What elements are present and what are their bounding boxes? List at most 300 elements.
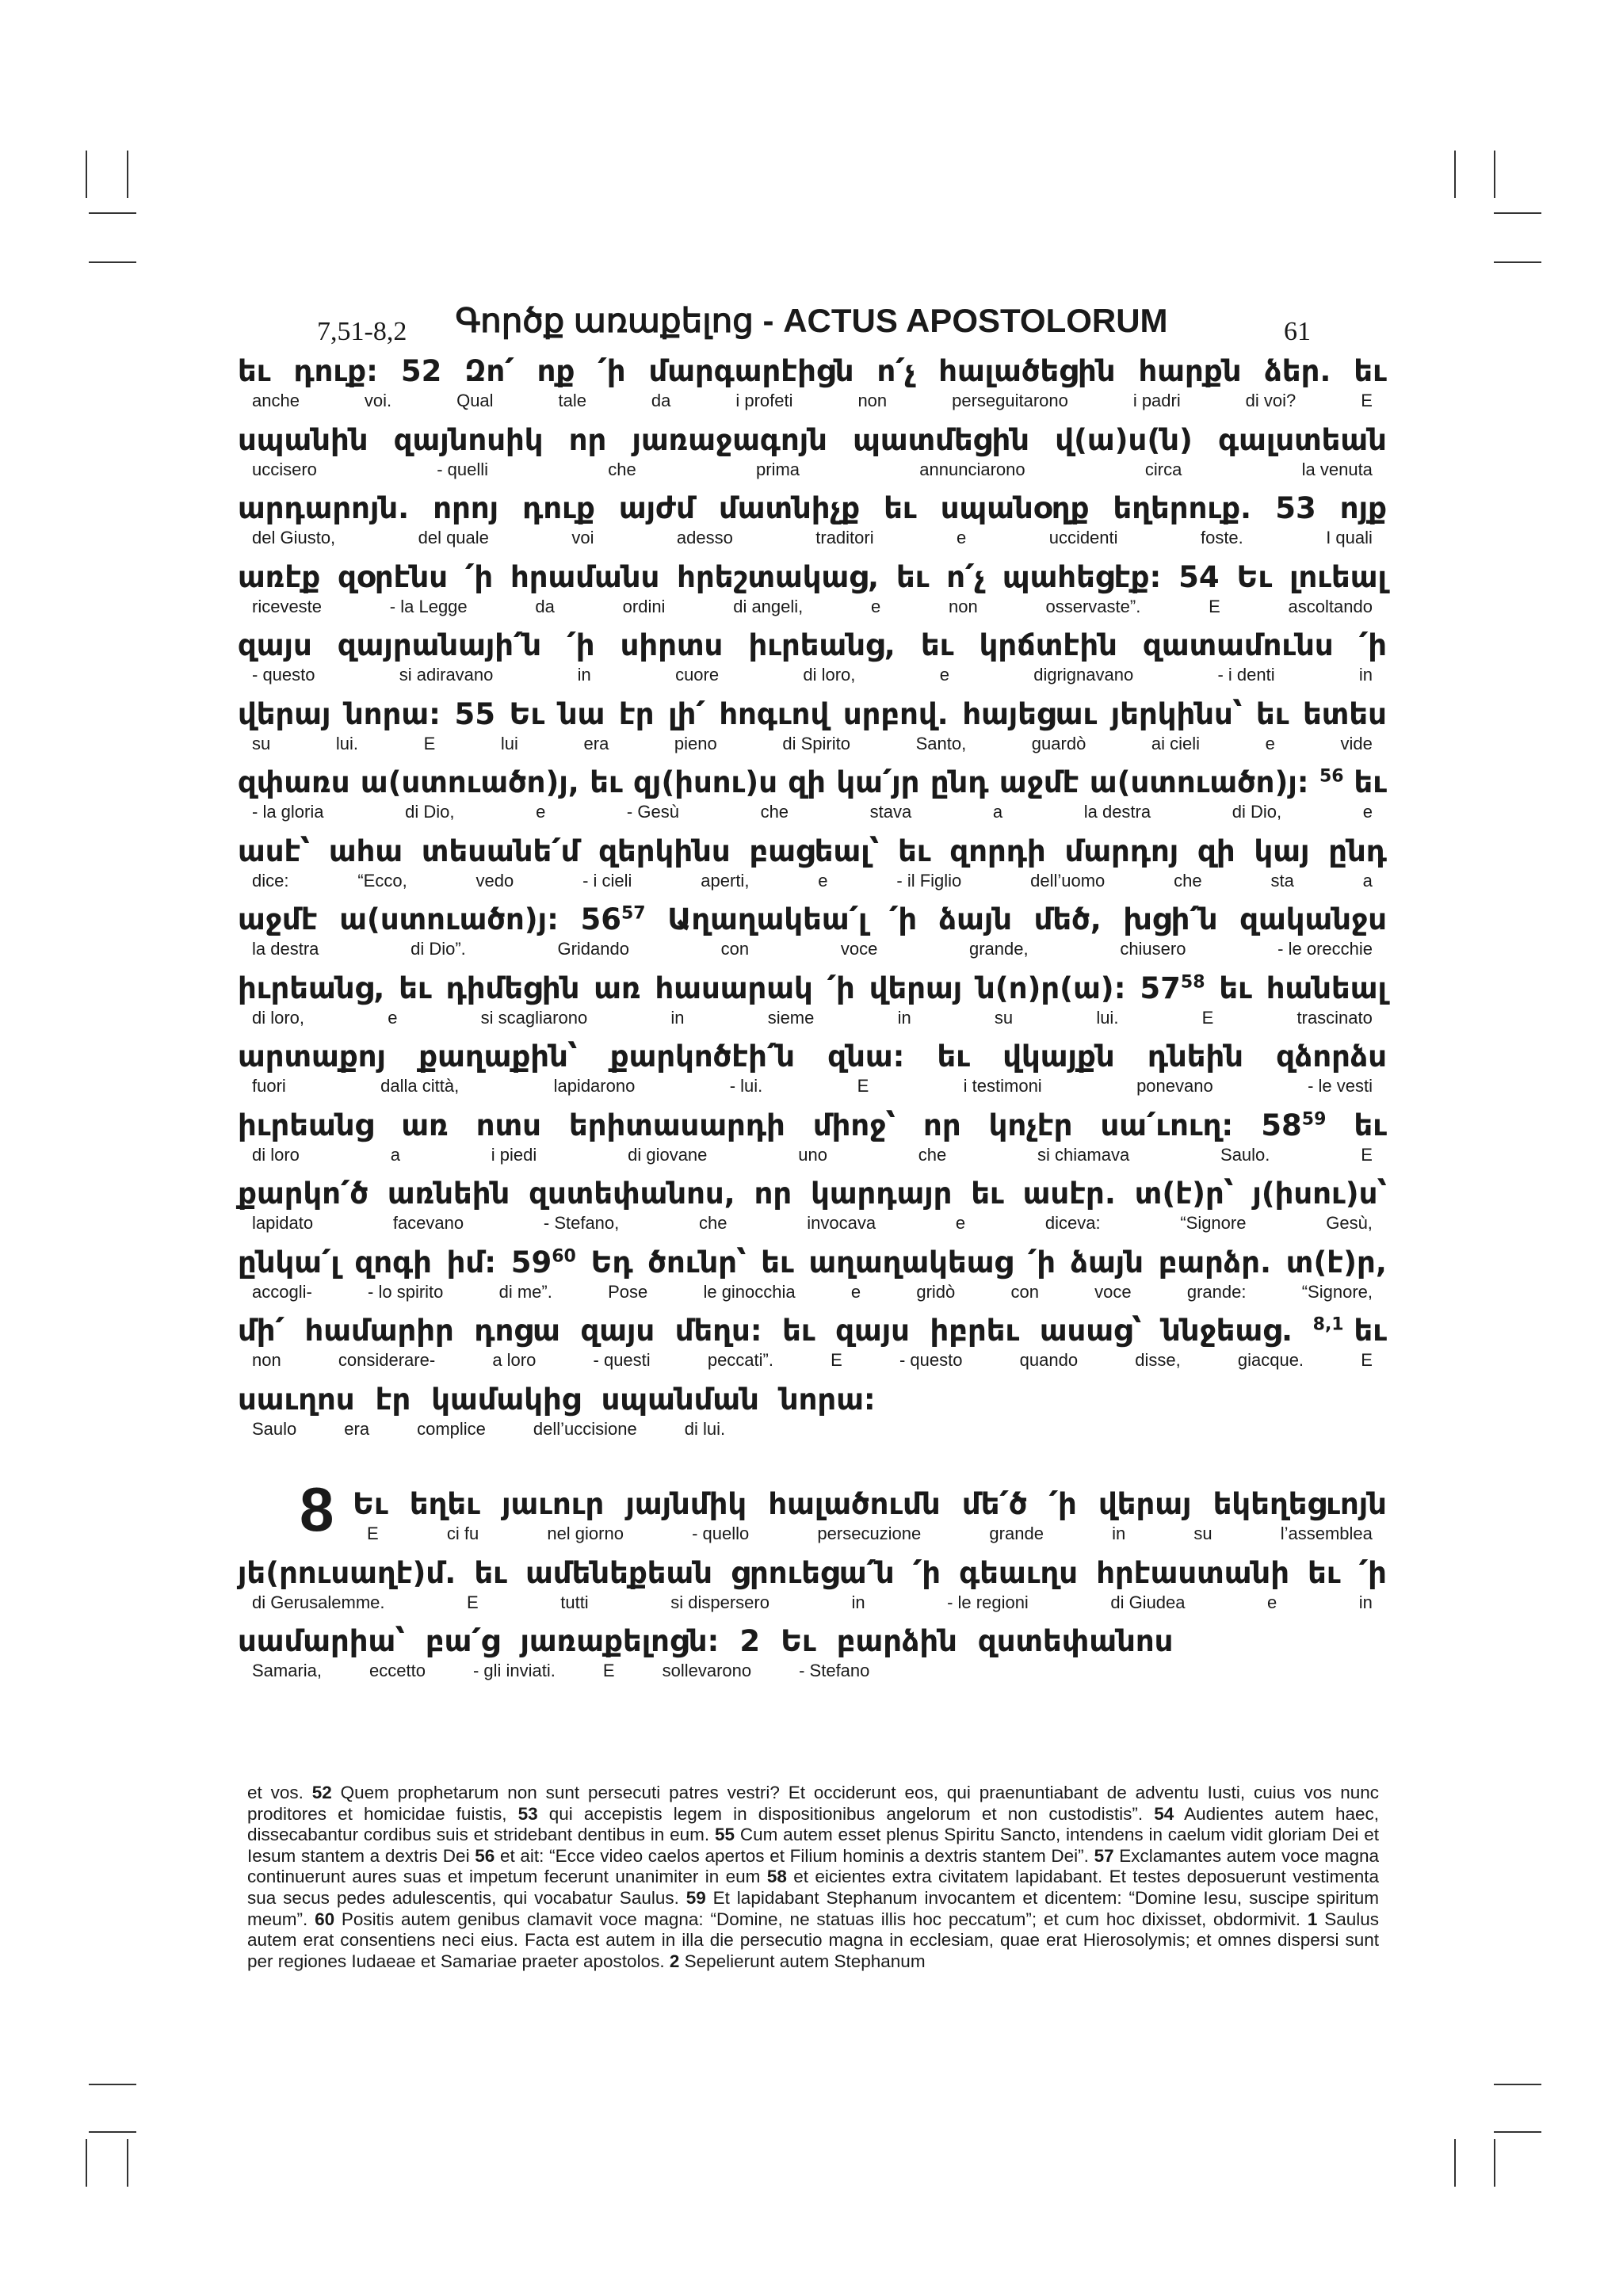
interlinear-line (238, 421, 1387, 490)
armenian-word: յերկինս՝ (1110, 696, 1243, 731)
italian-gloss: digrignavano (1033, 665, 1134, 685)
italian-gloss-line (238, 871, 1387, 891)
armenian-line (238, 627, 1387, 665)
italian-gloss: e (818, 870, 828, 891)
armenian-word: իւրեանց (238, 1108, 374, 1142)
latin-text: Sepelierunt autem Stephanum (679, 1951, 926, 1971)
italian-gloss: i testimoni (963, 1076, 1042, 1096)
armenian-word: աջմէ (999, 765, 1079, 799)
verse-number: 52 (311, 1783, 332, 1802)
armenian-word: զականջս (1239, 902, 1387, 936)
italian-gloss: quando (1019, 1350, 1079, 1370)
italian-gloss: di loro, (252, 1007, 305, 1028)
italian-gloss: e (536, 802, 546, 822)
italian-gloss: - quelli (437, 459, 488, 479)
italian-gloss: - la gloria (252, 802, 324, 822)
armenian-word: աջմէ (238, 902, 318, 936)
armenian-word: ո՛չ (876, 354, 916, 388)
armenian-word: Զո՛ (464, 354, 514, 388)
latin-text: et ait: “Ecce video caelos apertos et Filium hominis a dextris stantem Dei”. (495, 1845, 1094, 1866)
armenian-word: սպանօղք (940, 491, 1090, 525)
armenian-word: միոջ՝ (812, 1108, 896, 1142)
armenian-word: հոգւով (719, 696, 830, 731)
armenian-word: ասէ՝ (238, 833, 311, 868)
italian-gloss: disse, (1135, 1350, 1181, 1370)
italian-gloss-line (238, 802, 1387, 822)
interlinear-line (238, 970, 1387, 1039)
armenian-word: յե(րուսաղէ)մ. (238, 1555, 456, 1590)
armenian-word: հրէաստանի (1096, 1555, 1289, 1590)
italian-gloss: la venuta (1301, 459, 1373, 479)
armenian-word: տ(է)ր, (1285, 1245, 1387, 1280)
verse-number: 54 (1154, 1803, 1174, 1824)
armenian-word: ընկա՛լ (238, 1245, 340, 1280)
interlinear-text (238, 353, 1387, 1449)
page-number: 61 (1284, 317, 1311, 346)
italian-gloss: uccidenti (1048, 528, 1118, 547)
interlinear-line (238, 1381, 1387, 1450)
interlinear-line (238, 490, 1387, 559)
italian-gloss: di angeli, (733, 596, 804, 616)
italian-gloss: Gridando (557, 939, 629, 959)
armenian-word: հայեցաւ (962, 696, 1098, 731)
italian-gloss-line (238, 1145, 1387, 1165)
italian-gloss: che (760, 802, 789, 822)
italian-gloss: non (252, 1350, 281, 1370)
armenian-word: հալածումն (768, 1487, 941, 1521)
italian-gloss: del Giusto, (252, 528, 336, 547)
italian-gloss: grande: (1186, 1281, 1247, 1302)
italian-gloss: foste. (1200, 528, 1243, 547)
armenian-line (353, 1486, 1387, 1524)
italian-gloss: pieno (674, 733, 717, 753)
armenian-word: կրճտէին (979, 628, 1117, 662)
armenian-word: յայնմիկ (625, 1487, 747, 1521)
armenian-word: վերայ (1098, 1487, 1192, 1521)
armenian-word: պատմեցին (853, 422, 1030, 457)
armenian-word: արտաքոյ (238, 1039, 386, 1074)
armenian-word: ոյք (1339, 491, 1387, 525)
italian-gloss: invocava (807, 1213, 876, 1233)
italian-gloss: voi. (364, 391, 392, 410)
armenian-word: զայրանայի՛ն (337, 628, 542, 662)
armenian-word: տ(է)ր՝ (1134, 1177, 1234, 1211)
armenian-line (238, 1175, 1387, 1213)
italian-gloss: - lo spirito (368, 1281, 444, 1302)
armenian-word: ՛ի (1358, 1555, 1387, 1590)
armenian-word: մի՛ (238, 1314, 285, 1348)
armenian-word: ետես (1303, 696, 1387, 731)
verse-number: 2 (669, 1951, 680, 1971)
italian-gloss-line (238, 1008, 1387, 1028)
armenian-word: որ (568, 422, 607, 457)
italian-gloss: che (1174, 870, 1202, 891)
armenian-word: Եւ (1236, 559, 1273, 594)
armenian-word: ամենեքեան (525, 1555, 713, 1590)
crop-mark (86, 2139, 87, 2187)
verse-superscript: 57 (621, 903, 646, 924)
verse-number-group (1313, 1312, 1387, 1350)
armenian-word: երիտասարդի (568, 1108, 785, 1142)
armenian-word: իւրեանց, (748, 628, 896, 662)
armenian-word: զի (1197, 833, 1235, 868)
italian-gloss: in (1358, 1592, 1373, 1612)
italian-gloss: i profeti (735, 391, 793, 410)
armenian-word: եւ (1343, 765, 1387, 799)
crop-mark (1454, 2139, 1456, 2187)
armenian-word: եղեւ (409, 1487, 480, 1521)
armenian-word: ննջեաց. (1162, 1314, 1293, 1348)
italian-gloss: sta (1270, 870, 1294, 891)
italian-gloss: E (423, 733, 436, 753)
armenian-line (238, 421, 1387, 460)
italian-gloss: accogli- (252, 1281, 312, 1302)
italian-gloss: dell’uomo (1030, 870, 1106, 891)
verse-number-group (1140, 970, 1205, 1008)
armenian-line (238, 490, 1387, 528)
italian-gloss: Gesù, (1326, 1213, 1373, 1233)
armenian-word: յառաջագոյն (632, 422, 827, 457)
armenian-word: մատնիչք (718, 491, 861, 525)
italian-gloss: si adiravano (399, 665, 494, 685)
italian-gloss: lui. (335, 733, 358, 753)
armenian-word: խցի՛ն (1123, 902, 1218, 936)
latin-text: Exclamantes autem voce magna continuerunt aures suas et impetum fecerunt unanimiter in eum (247, 1845, 1379, 1887)
italian-gloss: - le regioni (947, 1592, 1029, 1612)
italian-gloss: a (390, 1144, 400, 1165)
armenian-word: ահա (328, 833, 403, 868)
interlinear-line (238, 901, 1387, 970)
italian-gloss: diceva: (1044, 1213, 1101, 1233)
armenian-word: զի (788, 765, 826, 799)
interlinear-line (238, 1175, 1387, 1244)
latin-text: et eicientes extra civitatem lapidabant. Et testes deposuerunt vestimenta sua secus pedes adulescentis, qui vocabatur Saulus. (247, 1867, 1379, 1908)
armenian-word: որ (923, 1108, 961, 1142)
italian-gloss: adesso (676, 528, 733, 547)
armenian-word: ասաց՝ (1039, 1314, 1142, 1348)
italian-gloss: in (1112, 1524, 1126, 1543)
italian-gloss: lui. (1096, 1007, 1119, 1028)
crop-mark (1494, 151, 1495, 198)
italian-gloss: i padri (1132, 391, 1181, 410)
armenian-word: զփառս (238, 765, 350, 799)
armenian-word: կամակից (431, 1382, 581, 1417)
armenian-word: սամարիա՝ (238, 1624, 405, 1658)
armenian-line (238, 1244, 1387, 1282)
armenian-word: մեղս: (674, 1314, 762, 1348)
verse-superscript: 8,1 (1312, 1314, 1344, 1335)
armenian-word: կայ (1254, 833, 1310, 868)
italian-gloss-line (238, 1419, 1387, 1440)
italian-gloss: che (918, 1144, 947, 1165)
armenian-word: այժմ (618, 491, 695, 525)
italian-gloss: - Stefano (799, 1661, 870, 1680)
italian-gloss: e (955, 1213, 966, 1233)
armenian-word: մարգարէիցն (648, 354, 854, 388)
italian-gloss: - gli inviati. (472, 1661, 556, 1680)
italian-gloss: si chiamava (1037, 1144, 1130, 1165)
italian-gloss: E (467, 1592, 479, 1612)
italian-gloss: persecuzione (817, 1524, 922, 1543)
armenian-word: զերկինս (598, 833, 731, 868)
armenian-word: ՛ի (1027, 1245, 1056, 1280)
armenian-word: հրամանս (510, 559, 660, 594)
armenian-word: մեծ, (1033, 902, 1102, 936)
armenian-word: զոգի (354, 1245, 432, 1280)
armenian-word: սա՛ւուղ: (1100, 1108, 1234, 1142)
italian-gloss: e (871, 596, 881, 616)
chapter-number: 8 (300, 1474, 334, 1544)
armenian-word: ոք (537, 354, 575, 388)
italian-gloss: Saulo. (1220, 1144, 1270, 1165)
italian-gloss: “Ecco, (357, 870, 407, 891)
italian-gloss: in (897, 1007, 911, 1028)
italian-gloss: in (1358, 665, 1373, 685)
italian-gloss: su (994, 1007, 1014, 1028)
italian-gloss: del quale (418, 528, 489, 547)
italian-gloss: la destra (252, 939, 319, 959)
verse-number: 56 (475, 1845, 495, 1866)
italian-gloss: uno (798, 1144, 827, 1165)
armenian-word: դոցա (474, 1314, 560, 1348)
armenian-line (238, 696, 1387, 734)
italian-gloss: ascoltando (1288, 596, 1373, 616)
interlinear-line (238, 559, 1387, 627)
armenian-word: եղերուք. (1113, 491, 1252, 525)
italian-gloss: con (720, 939, 750, 959)
italian-gloss: e (1267, 1592, 1277, 1612)
armenian-word: բացեալ՝ (749, 833, 880, 868)
armenian-word: ընդ (930, 765, 989, 799)
armenian-word: հանեալ (1266, 971, 1387, 1005)
armenian-word: սպանին (238, 422, 369, 457)
armenian-word: զայնոսիկ (393, 422, 544, 457)
armenian-word: եւ (782, 1314, 815, 1348)
italian-gloss: era (344, 1418, 370, 1439)
armenian-word: դուք (522, 491, 595, 525)
armenian-word: եւ (920, 628, 954, 662)
italian-gloss: perseguitarono (952, 391, 1068, 410)
italian-gloss: dell’uccisione (533, 1418, 637, 1439)
armenian-line (238, 833, 1387, 871)
armenian-word: ցրուեցա՛ն (731, 1555, 895, 1590)
armenian-word: եւ (1343, 1314, 1387, 1348)
italian-gloss: - la Legge (389, 596, 468, 616)
italian-gloss-line (353, 1524, 1387, 1544)
armenian-word: եւ (1354, 354, 1387, 388)
armenian-line (238, 970, 1387, 1008)
verse-number: 58 (766, 1867, 787, 1887)
verse-number-group (511, 1244, 576, 1282)
armenian-word: վերայ (238, 696, 331, 731)
crop-mark (89, 2084, 136, 2085)
armenian-word: եւ (399, 971, 432, 1005)
armenian-word: եւ (1256, 696, 1289, 731)
crop-mark (89, 212, 136, 214)
italian-gloss: E (1209, 596, 1220, 616)
italian-gloss: e (388, 1007, 398, 1028)
italian-gloss: si scagliarono (480, 1007, 588, 1028)
armenian-word: ա(ստուածո)յ: (1089, 765, 1309, 799)
armenian-word: համարիր (304, 1314, 454, 1348)
armenian-word: կարդայր (811, 1177, 953, 1211)
italian-gloss: e (850, 1281, 861, 1302)
italian-gloss: osservaste”. (1045, 596, 1141, 616)
italian-gloss: sollevarono (662, 1661, 752, 1680)
italian-gloss: non (949, 596, 978, 616)
italian-gloss: e (1362, 802, 1373, 822)
armenian-word: զորդի (949, 833, 1046, 868)
italian-gloss-line (238, 734, 1387, 754)
armenian-line (238, 353, 1387, 391)
italian-gloss-line (238, 1350, 1387, 1371)
armenian-word: լի՛ (668, 696, 705, 731)
armenian-word: քարկոծէի՛ն (609, 1039, 796, 1074)
armenian-word: կոչէր (988, 1108, 1073, 1142)
armenian-word: 58 (1261, 1108, 1302, 1142)
italian-gloss: “Signore (1180, 1213, 1247, 1233)
verse-superscript: 59 (1301, 1109, 1327, 1130)
crop-mark (1494, 2131, 1541, 2133)
italian-gloss: di Spirito (782, 733, 850, 753)
italian-gloss: stava (869, 802, 912, 822)
italian-gloss: lapidarono (553, 1076, 636, 1096)
armenian-word: նա (558, 696, 605, 731)
italian-gloss: circa (1144, 459, 1182, 479)
armenian-word: զայս (580, 1314, 655, 1348)
chapter-block (238, 1474, 1387, 1691)
italian-gloss: - le vesti (1308, 1076, 1373, 1096)
armenian-word: 53 (1275, 491, 1316, 525)
italian-gloss: di loro (252, 1144, 300, 1165)
italian-gloss: a (1362, 870, 1373, 891)
armenian-word: եւ (474, 1555, 507, 1590)
armenian-word: աղաղակեաց (808, 1245, 1014, 1280)
italian-gloss: su (252, 733, 271, 753)
armenian-word: ձեր. (1264, 354, 1331, 388)
italian-gloss: I quali (1326, 528, 1373, 547)
armenian-word: առ (594, 971, 641, 1005)
armenian-word: տեսանե՛մ (421, 833, 580, 868)
italian-gloss: e (1265, 733, 1275, 753)
crop-mark (1494, 2084, 1541, 2085)
italian-gloss: tale (558, 391, 586, 410)
armenian-word: առնեին (387, 1177, 510, 1211)
italian-gloss: - le orecchie (1277, 939, 1373, 959)
interlinear-line (238, 764, 1387, 833)
italian-gloss: E (367, 1524, 379, 1543)
armenian-word: ՛ի (827, 971, 855, 1005)
armenian-word: 2 (739, 1624, 761, 1658)
italian-gloss: e (957, 528, 967, 547)
armenian-word: Աղաղակեա՛լ (667, 902, 868, 936)
armenian-line (238, 1623, 1387, 1661)
latin-text: Cum autem esset plenus Spiritu Sancto, intendens in caelum vidit gloriam Dei et Iesum stantem a dextris Dei (247, 1825, 1379, 1866)
italian-gloss: a (992, 802, 1003, 822)
armenian-word: ՛ի (464, 559, 494, 594)
armenian-word: ՛ի (1048, 1487, 1077, 1521)
italian-gloss-line (238, 528, 1387, 548)
crop-mark (1494, 2139, 1495, 2187)
interlinear-line (238, 696, 1387, 765)
armenian-word: սաւղոս (238, 1382, 355, 1417)
italian-gloss: Samaria, (252, 1661, 323, 1680)
italian-gloss-line (238, 1282, 1387, 1302)
armenian-word: գեաւղս (959, 1555, 1079, 1590)
armenian-line (238, 559, 1387, 597)
armenian-word: եւ (1354, 1108, 1387, 1142)
armenian-line (238, 1038, 1387, 1076)
armenian-word: 52 (400, 354, 442, 388)
italian-gloss: annunciarono (919, 459, 1025, 479)
italian-gloss: grande, (969, 939, 1029, 959)
italian-gloss: Saulo (252, 1418, 297, 1439)
armenian-word: մարդոյ (1064, 833, 1179, 868)
latin-text: qui accepistis legem in dispositionibus angelorum et non custodistis”. (537, 1803, 1155, 1824)
italian-gloss: - questo (899, 1350, 963, 1370)
armenian-word: զյ(իսու)ս (633, 765, 777, 799)
italian-gloss: di Gerusalemme. (252, 1592, 385, 1612)
interlinear-line (238, 833, 1387, 902)
verse-superscript: 56 (1319, 766, 1344, 787)
italian-gloss: ai cieli (1151, 733, 1201, 753)
italian-gloss: di Dio, (405, 802, 455, 822)
latin-text: Saulus autem erat consentiens neci eius. Facta est autem in illa die persecutio magna in ecclesiam, quae erat Hierosolymis; et omnes dispersi sunt per regiones Iudaeae et Samariae praeter apostolos. (247, 1909, 1379, 1971)
armenian-word: հրեշտակաց, (677, 559, 880, 594)
italian-gloss: voi (571, 528, 594, 547)
armenian-word: իմ: (446, 1245, 497, 1280)
italian-gloss: anche (252, 391, 300, 410)
crop-mark (89, 261, 136, 263)
armenian-word: ծունր՝ (647, 1245, 747, 1280)
italian-gloss: “Signore, (1301, 1281, 1373, 1302)
italian-gloss: in (670, 1007, 685, 1028)
armenian-word: Եւ (353, 1487, 388, 1521)
armenian-word: ՛ի (567, 628, 595, 662)
latin-text: et vos. (247, 1783, 312, 1802)
armenian-word: զայս (835, 1314, 910, 1348)
italian-gloss: Qual (456, 391, 494, 410)
verse-superscript: 58 (1180, 972, 1205, 993)
armenian-word: հալածեցին (938, 354, 1116, 388)
crop-mark (86, 151, 87, 198)
italian-gloss: vedo (475, 870, 514, 891)
italian-gloss: riceveste (252, 596, 323, 616)
italian-gloss: l’assemblea (1280, 1524, 1373, 1543)
armenian-word: առ (401, 1108, 449, 1142)
italian-gloss: - questo (252, 665, 315, 685)
italian-gloss: con (1010, 1281, 1039, 1302)
armenian-word: դնեին (1147, 1039, 1244, 1074)
page-title: Գործք առաքելոց - ACTUS APOSTOLORUM (455, 302, 1168, 339)
italian-gloss-line (238, 1076, 1387, 1097)
armenian-word: ոտս (475, 1108, 541, 1142)
interlinear-line (238, 1038, 1387, 1107)
armenian-word: ո՛չ (946, 559, 985, 594)
armenian-word: զնա: (827, 1039, 905, 1074)
armenian-word: դուք: (293, 354, 378, 388)
verse-number: 57 (1094, 1845, 1114, 1866)
armenian-word: զստեփանոս, (529, 1177, 735, 1211)
armenian-word: արդարոյն. (238, 491, 410, 525)
armenian-line (238, 764, 1387, 802)
armenian-word: առէք (238, 559, 321, 594)
armenian-word: ասէր. (1022, 1177, 1116, 1211)
italian-gloss: - questi (593, 1350, 651, 1370)
armenian-word: սիրտս (620, 628, 724, 662)
italian-gloss: non (857, 391, 888, 410)
armenian-word: էր (375, 1382, 411, 1417)
